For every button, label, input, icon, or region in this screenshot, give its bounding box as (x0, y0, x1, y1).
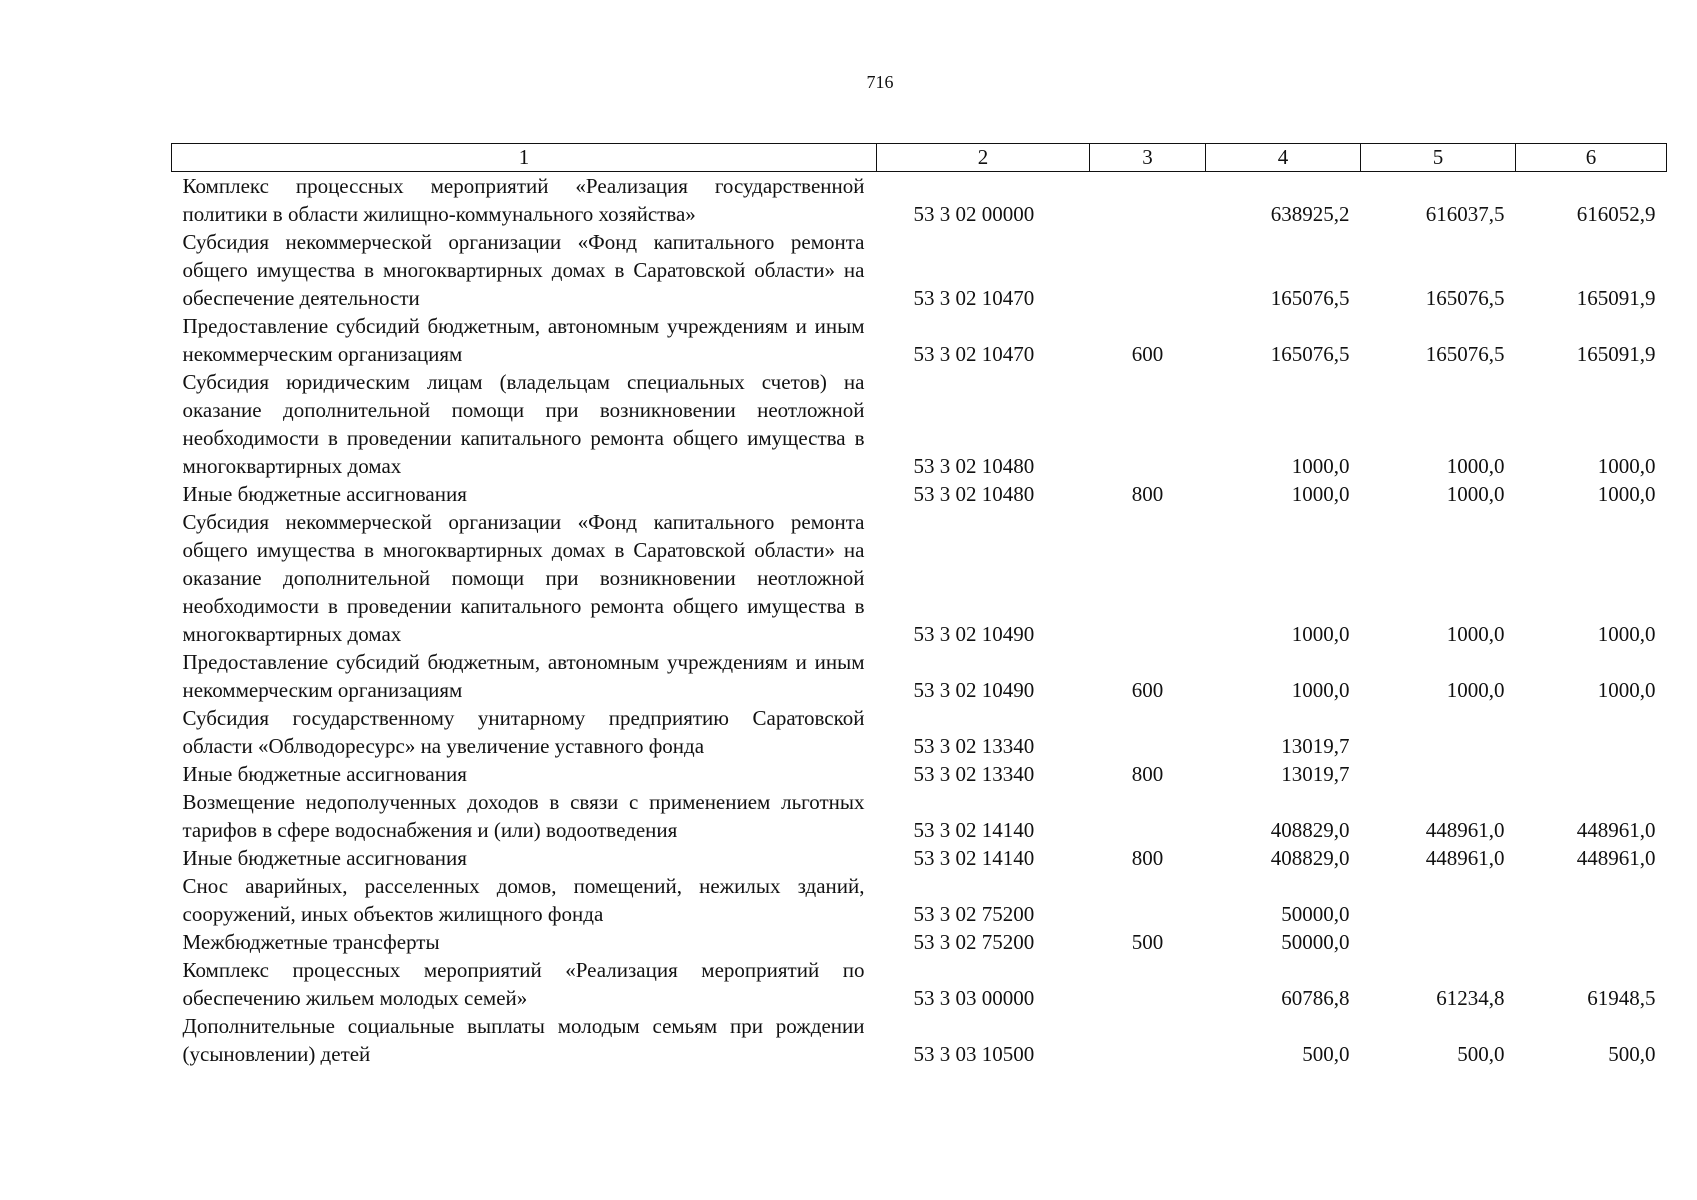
row-value-4: 1000,0 (1291, 622, 1350, 646)
row-value-4: 165076,5 (1270, 286, 1350, 310)
table-row (172, 760, 1667, 788)
table-body (172, 172, 1667, 1069)
column-header-4: 4 (1206, 144, 1361, 172)
row-value-4: 60786,8 (1281, 986, 1350, 1010)
row-value-4: 408829,0 (1270, 846, 1350, 870)
row-code: 53 3 03 00000 (913, 986, 1035, 1010)
row-value-4: 50000,0 (1281, 930, 1350, 954)
row-expense-type (1090, 788, 1206, 844)
row-value-4: 13019,7 (1281, 734, 1350, 758)
row-expense-type: 600 (1131, 678, 1164, 702)
row-value-5: 165076,5 (1425, 342, 1505, 366)
row-value-4: 638925,2 (1270, 202, 1350, 226)
row-value-6: 61948,5 (1587, 986, 1656, 1010)
row-expense-type (1090, 228, 1206, 312)
column-header-1: 1 (172, 144, 877, 172)
row-value-4: 408829,0 (1270, 818, 1350, 842)
row-value-4: 1000,0 (1291, 678, 1350, 702)
row-value-6: 448961,0 (1576, 846, 1656, 870)
row-code: 53 3 02 10470 (913, 342, 1035, 366)
column-header-2: 2 (877, 144, 1090, 172)
row-value-6: 1000,0 (1597, 454, 1656, 478)
table-row (172, 368, 1667, 480)
row-expense-type: 500 (1131, 930, 1164, 954)
row-name: Комплекс процессных мероприятий «Реализация государственной политики в области жилищно-коммунального хозяйства» (182, 174, 865, 226)
row-expense-type (1090, 956, 1206, 1012)
row-value-5: 448961,0 (1425, 846, 1505, 870)
header-row (172, 144, 1667, 172)
table-row (172, 928, 1667, 956)
table-row (172, 172, 1667, 229)
row-expense-type (1090, 704, 1206, 760)
row-name: Субсидия некоммерческой организации «Фонд капитального ремонта общего имущества в многоквартирных домах в Саратовской области» на оказание дополнительной помощи при возникновении неотложной необходимости в проведении капитального ремонта общего имущества в многоквартирных домах (182, 510, 865, 646)
row-value-5: 500,0 (1457, 1042, 1505, 1066)
table-row (172, 508, 1667, 648)
row-value-4: 1000,0 (1291, 482, 1350, 506)
row-name: Субсидия некоммерческой организации «Фонд капитального ремонта общего имущества в многоквартирных домах в Саратовской области» на обеспечение деятельности (182, 230, 865, 310)
row-expense-type (1090, 872, 1206, 928)
row-value-4: 500,0 (1302, 1042, 1350, 1066)
row-code: 53 3 03 10500 (913, 1042, 1035, 1066)
row-code: 53 3 02 10470 (913, 286, 1035, 310)
table-row (172, 228, 1667, 312)
row-value-5: 448961,0 (1425, 818, 1505, 842)
row-name: Иные бюджетные ассигнования (182, 482, 467, 506)
row-value-6: 1000,0 (1597, 482, 1656, 506)
row-code: 53 3 02 10490 (913, 678, 1035, 702)
row-value-6: 165091,9 (1576, 342, 1656, 366)
row-name: Субсидия юридическим лицам (владельцам специальных счетов) на оказание дополнительной помощи при возникновении неотложной необходимости в проведении капитального ремонта общего имущества в многоквартирных домах (182, 370, 865, 478)
row-name: Иные бюджетные ассигнования (182, 846, 467, 870)
table-row (172, 312, 1667, 368)
column-header-5: 5 (1361, 144, 1516, 172)
row-code: 53 3 02 00000 (913, 202, 1035, 226)
row-expense-type: 800 (1131, 762, 1164, 786)
row-value-6: 1000,0 (1597, 622, 1656, 646)
table-row (172, 872, 1667, 928)
row-code: 53 3 02 10490 (913, 622, 1035, 646)
row-name: Дополнительные социальные выплаты молодым семьям при рождении (усыновлении) детей (182, 1014, 865, 1066)
row-value-5: 165076,5 (1425, 286, 1505, 310)
row-value-6: 500,0 (1608, 1042, 1656, 1066)
row-value-4: 13019,7 (1281, 762, 1350, 786)
row-value-6 (1516, 872, 1667, 928)
row-code: 53 3 02 75200 (913, 930, 1035, 954)
row-value-6 (1516, 928, 1667, 956)
row-value-5 (1361, 704, 1516, 760)
row-name: Возмещение недополученных доходов в связи с применением льготных тарифов в сфере водоснабжения и (или) водоотведения (182, 790, 865, 842)
row-value-5 (1361, 872, 1516, 928)
row-expense-type: 800 (1131, 846, 1164, 870)
row-expense-type (1090, 172, 1206, 229)
table-row (172, 956, 1667, 1012)
table-row (172, 648, 1667, 704)
row-value-4: 1000,0 (1291, 454, 1350, 478)
row-code: 53 3 02 14140 (913, 846, 1035, 870)
row-value-5: 1000,0 (1446, 622, 1505, 646)
row-code: 53 3 02 10480 (913, 482, 1035, 506)
row-value-5: 61234,8 (1436, 986, 1505, 1010)
row-value-6: 1000,0 (1597, 678, 1656, 702)
row-code: 53 3 02 13340 (913, 734, 1035, 758)
row-value-5: 616037,5 (1425, 202, 1505, 226)
row-value-4: 165076,5 (1270, 342, 1350, 366)
row-value-5 (1361, 760, 1516, 788)
row-value-4: 50000,0 (1281, 902, 1350, 926)
row-name: Снос аварийных, расселенных домов, помещений, нежилых зданий, сооружений, иных объектов жилищного фонда (182, 874, 865, 926)
column-header-6: 6 (1516, 144, 1667, 172)
row-expense-type (1090, 1012, 1206, 1068)
table-row (172, 480, 1667, 508)
row-expense-type: 800 (1131, 482, 1164, 506)
row-name: Межбюджетные трансферты (182, 930, 440, 954)
row-value-6 (1516, 760, 1667, 788)
row-name: Предоставление субсидий бюджетным, автономным учреждениям и иным некоммерческим организациям (182, 650, 865, 702)
row-code: 53 3 02 13340 (913, 762, 1035, 786)
row-code: 53 3 02 75200 (913, 902, 1035, 926)
budget-table (171, 143, 1667, 1068)
row-value-6: 616052,9 (1576, 202, 1656, 226)
table-row (172, 704, 1667, 760)
row-name: Предоставление субсидий бюджетным, автономным учреждениям и иным некоммерческим организациям (182, 314, 865, 366)
row-expense-type (1090, 508, 1206, 648)
row-expense-type (1090, 368, 1206, 480)
row-value-5: 1000,0 (1446, 482, 1505, 506)
table-row (172, 788, 1667, 844)
row-name: Комплекс процессных мероприятий «Реализация мероприятий по обеспечению жильем молодых семей» (182, 958, 865, 1010)
row-value-5 (1361, 928, 1516, 956)
page-number: 716 (866, 72, 894, 92)
column-header-3: 3 (1090, 144, 1206, 172)
table-row (172, 1012, 1667, 1068)
row-code: 53 3 02 10480 (913, 454, 1035, 478)
row-value-5: 1000,0 (1446, 454, 1505, 478)
row-value-6 (1516, 704, 1667, 760)
row-value-6: 165091,9 (1576, 286, 1656, 310)
row-value-6: 448961,0 (1576, 818, 1656, 842)
row-value-5: 1000,0 (1446, 678, 1505, 702)
table-row (172, 844, 1667, 872)
row-name: Иные бюджетные ассигнования (182, 762, 467, 786)
row-name: Субсидия государственному унитарному предприятию Саратовской области «Облводоресурс» на увеличение уставного фонда (182, 706, 865, 758)
row-code: 53 3 02 14140 (913, 818, 1035, 842)
row-expense-type: 600 (1131, 342, 1164, 366)
